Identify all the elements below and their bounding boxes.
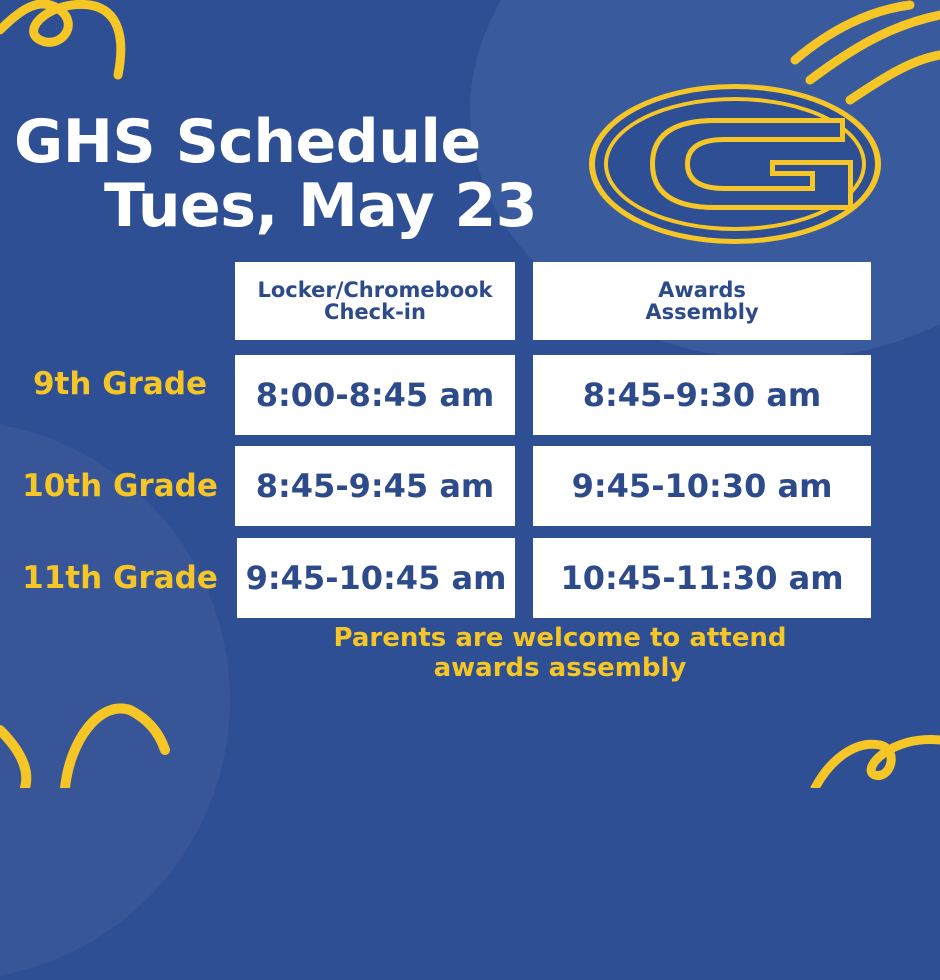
assembly-time-11th-grade: 10:45-11:30 am	[533, 538, 871, 618]
assembly-time-9th-grade: 8:45-9:30 am	[533, 355, 871, 435]
checkin-time-11th-grade: 9:45-10:45 am	[237, 538, 515, 618]
checkin-time-9th-grade: 8:00-8:45 am	[235, 355, 515, 435]
squiggle-bottom-right-decoration	[810, 720, 940, 788]
row-label-11th-grade: 11th Grade	[22, 560, 218, 596]
column-header-checkin: Locker/Chromebook Check-in	[235, 262, 515, 340]
parents-note: Parents are welcome to attend awards assembly	[333, 623, 787, 683]
row-label-9th-grade: 9th Grade	[32, 366, 208, 402]
row-label-10th-grade: 10th Grade	[22, 468, 218, 504]
squiggle-bottom-left-decoration	[0, 680, 200, 788]
g-logo	[585, 80, 885, 250]
squiggle-top-left-decoration	[0, 0, 140, 90]
page-date: Tues, May 23	[104, 171, 537, 241]
assembly-time-10th-grade: 9:45-10:30 am	[533, 446, 871, 526]
column-header-assembly: Awards Assembly	[533, 262, 871, 340]
page-title: GHS Schedule	[14, 107, 481, 177]
checkin-time-10th-grade: 8:45-9:45 am	[235, 446, 515, 526]
